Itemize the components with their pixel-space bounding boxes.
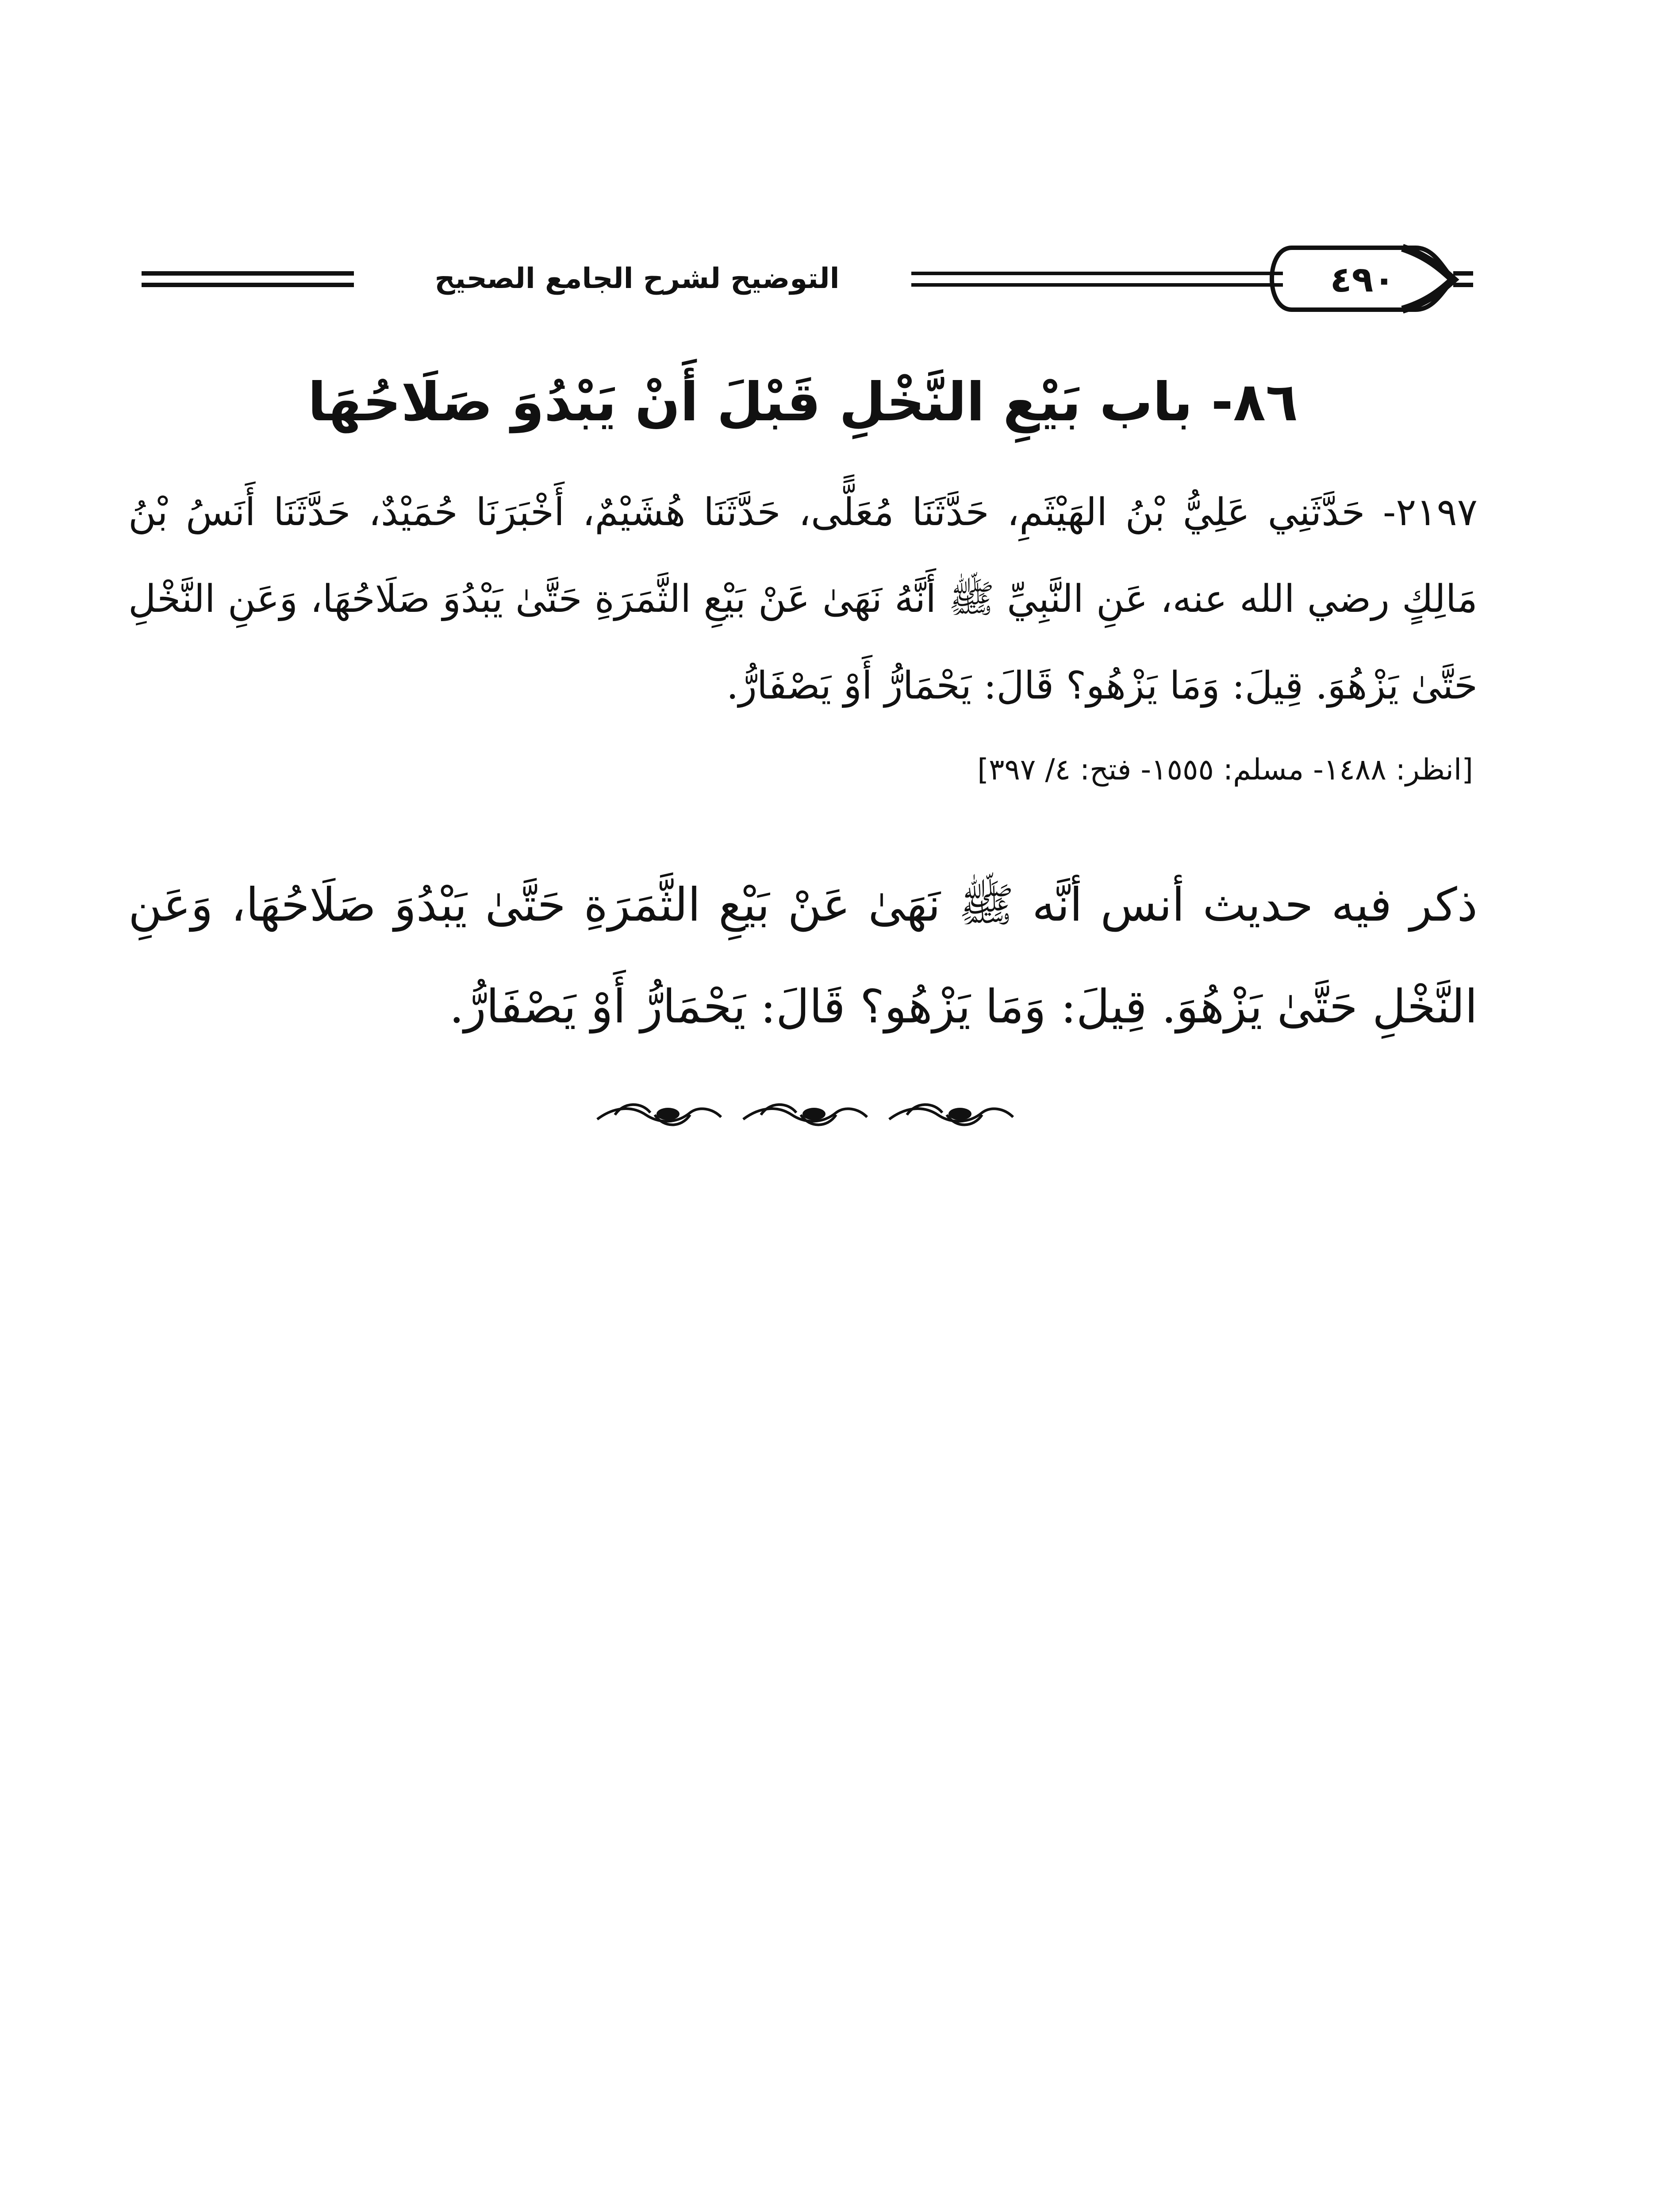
floral-divider-icon bbox=[588, 1088, 1031, 1141]
running-title: التوضيح لشرح الجامع الصحيح bbox=[434, 262, 840, 295]
commentary-text: ذكر فيه حديث أنس أنَّه ﷺ نَهَىٰ عَنْ بَيْعِ الثَّمَرَةِ حَتَّىٰ يَبْدُوَ صَلَاحُهَا، وَعَنِ النَّخْلِ حَتَّىٰ يَزْهُوَ. قِيلَ: وَمَا يَزْهُو؟ قَالَ: يَحْمَارُّ أَوْ يَصْفَارُّ. bbox=[128, 878, 1478, 1033]
chapter-title: ٨٦- باب بَيْعِ النَّخْلِ قَبْلَ أَنْ يَبْدُوَ صَلَاحُهَا bbox=[307, 372, 1298, 433]
running-header bbox=[133, 230, 1473, 327]
hadith-text: ٢١٩٧- حَدَّثَنِي عَلِيُّ بْنُ الهَيْثَمِ، حَدَّثَنَا مُعَلًّى، حَدَّثَنَا هُشَيْمٌ، أَخْبَرَنَا حُمَيْدٌ، حَدَّثَنَا أَنَسُ بْنُ مَالِكٍ رضي الله عنه، عَنِ النَّبِيِّ ﷺ أَنَّهُ نَهَىٰ عَنْ بَيْعِ الثَّمَرَةِ حَتَّىٰ يَبْدُوَ صَلَاحُهَا، وَعَنِ النَّخْلِ حَتَّىٰ يَزْهُوَ. قِيلَ: وَمَا يَزْهُو؟ قَالَ: يَحْمَارُّ أَوْ يَصْفَارُّ. bbox=[128, 490, 1478, 708]
hadith-reference: [انظر: ١٤٨٨- مسلم: ١٥٥٥- فتح: ٤/ ٣٩٧] bbox=[977, 753, 1473, 787]
page-number: ٤٩٠ bbox=[1330, 259, 1395, 300]
